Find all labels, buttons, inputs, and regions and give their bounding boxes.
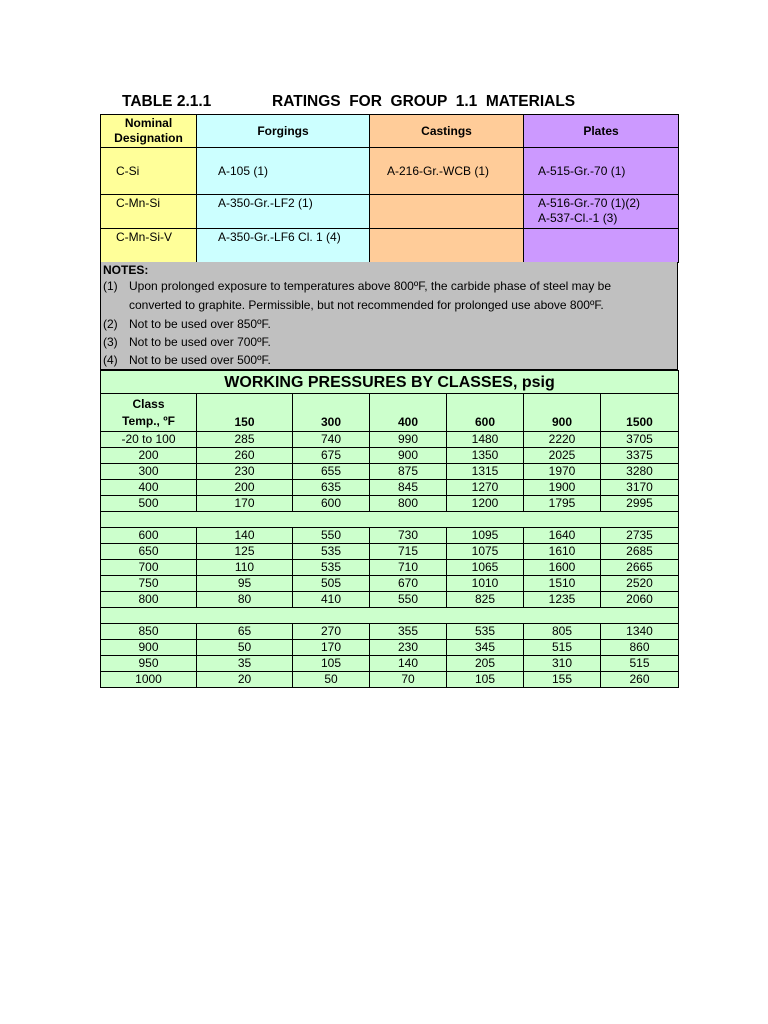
pressure-cell: 3170 bbox=[601, 480, 679, 496]
pressure-cell: 600 bbox=[293, 496, 370, 512]
pressure-cell: 715 bbox=[370, 544, 447, 560]
pressure-cell: 260 bbox=[601, 672, 679, 688]
pressure-cell: 1315 bbox=[447, 464, 524, 480]
material-row bbox=[101, 229, 679, 263]
castings-cell bbox=[370, 229, 524, 263]
pressure-row bbox=[101, 592, 679, 608]
pressure-cell: 1795 bbox=[524, 496, 601, 512]
pressure-cell: 140 bbox=[370, 656, 447, 672]
pressure-cell: 1095 bbox=[447, 528, 524, 544]
pressure-row bbox=[101, 656, 679, 672]
pressure-cell: 670 bbox=[370, 576, 447, 592]
pressure-cell: 105 bbox=[447, 672, 524, 688]
pressure-cell: 20 bbox=[197, 672, 293, 688]
pressure-cell: 1350 bbox=[447, 448, 524, 464]
pressure-cell: 730 bbox=[370, 528, 447, 544]
pressure-cell: 535 bbox=[293, 560, 370, 576]
materials-table bbox=[100, 114, 678, 263]
temp-label: Temp., ºF bbox=[122, 414, 175, 428]
note-item bbox=[103, 335, 271, 349]
note-number: (1) bbox=[103, 279, 118, 293]
pressure-cell: 2025 bbox=[524, 448, 601, 464]
class-header: 1500 bbox=[601, 394, 679, 432]
temperature-cell: 900 bbox=[101, 640, 197, 656]
pressure-cell: 230 bbox=[197, 464, 293, 480]
temperature-cell: 500 bbox=[101, 496, 197, 512]
temperature-cell: 700 bbox=[101, 560, 197, 576]
spacer-cell bbox=[370, 512, 447, 528]
pressure-cell: 3280 bbox=[601, 464, 679, 480]
pressure-cell: 535 bbox=[293, 544, 370, 560]
nominal-header-line2: Designation bbox=[114, 131, 183, 145]
pressure-cell: 805 bbox=[524, 624, 601, 640]
pressure-cell: 35 bbox=[197, 656, 293, 672]
plates-cell bbox=[524, 229, 679, 263]
note-text: Not to be used over 850ºF. bbox=[129, 317, 271, 331]
plates-line: A-537-Cl.-1 (3) bbox=[538, 211, 618, 225]
pressure-cell: 1600 bbox=[524, 560, 601, 576]
note-number: (2) bbox=[103, 317, 118, 331]
pressure-cell: 1200 bbox=[447, 496, 524, 512]
pressure-cell: 310 bbox=[524, 656, 601, 672]
pressure-cell: 95 bbox=[197, 576, 293, 592]
temperature-cell: 750 bbox=[101, 576, 197, 592]
forgings-header: Forgings bbox=[197, 115, 370, 148]
spacer-row bbox=[101, 608, 679, 624]
pressure-cell: 710 bbox=[370, 560, 447, 576]
pressure-cell: 1970 bbox=[524, 464, 601, 480]
class-header: 900 bbox=[524, 394, 601, 432]
pressure-row bbox=[101, 624, 679, 640]
material-row bbox=[101, 195, 679, 229]
pressure-cell: 800 bbox=[370, 496, 447, 512]
pressure-row bbox=[101, 576, 679, 592]
temperature-cell: -20 to 100 bbox=[101, 432, 197, 448]
spacer-cell bbox=[601, 608, 679, 624]
pressure-cell: 2220 bbox=[524, 432, 601, 448]
note-item bbox=[103, 317, 271, 331]
designation-cell: C-Si bbox=[101, 148, 197, 195]
pressure-cell: 1610 bbox=[524, 544, 601, 560]
temperature-cell: 800 bbox=[101, 592, 197, 608]
pressure-row bbox=[101, 640, 679, 656]
plates-header: Plates bbox=[524, 115, 679, 148]
pressure-cell: 355 bbox=[370, 624, 447, 640]
pressure-cell: 260 bbox=[197, 448, 293, 464]
spacer-cell bbox=[447, 608, 524, 624]
pressure-row bbox=[101, 544, 679, 560]
pressure-cell: 50 bbox=[293, 672, 370, 688]
note-number: (4) bbox=[103, 353, 118, 367]
note-text: Not to be used over 500ºF. bbox=[129, 353, 271, 367]
pressure-cell: 2665 bbox=[601, 560, 679, 576]
pressure-cell: 655 bbox=[293, 464, 370, 480]
materials-header-row bbox=[101, 115, 679, 148]
note-continuation: converted to graphite. Permissible, but not recommended for prolonged use above 800ºF. bbox=[129, 298, 604, 312]
pressure-cell: 505 bbox=[293, 576, 370, 592]
pressure-cell: 200 bbox=[197, 480, 293, 496]
pressure-cell: 3375 bbox=[601, 448, 679, 464]
spacer-cell bbox=[447, 512, 524, 528]
pressure-cell: 740 bbox=[293, 432, 370, 448]
pressures-table bbox=[100, 370, 678, 688]
notes-section bbox=[100, 262, 678, 370]
spacer-row bbox=[101, 512, 679, 528]
pressure-cell: 50 bbox=[197, 640, 293, 656]
spacer-cell bbox=[524, 512, 601, 528]
temperature-cell: 600 bbox=[101, 528, 197, 544]
castings-cell bbox=[370, 195, 524, 229]
castings-cell: A-216-Gr.-WCB (1) bbox=[370, 148, 524, 195]
table-title: RATINGS FOR GROUP 1.1 MATERIALS bbox=[272, 93, 576, 110]
pressure-cell: 535 bbox=[447, 624, 524, 640]
pressure-cell: 170 bbox=[293, 640, 370, 656]
pressure-cell: 2685 bbox=[601, 544, 679, 560]
note-item bbox=[103, 353, 271, 367]
note-item bbox=[103, 279, 611, 293]
pressure-cell: 675 bbox=[293, 448, 370, 464]
pressure-cell: 2060 bbox=[601, 592, 679, 608]
temperature-cell: 400 bbox=[101, 480, 197, 496]
pressure-row bbox=[101, 480, 679, 496]
temperature-cell: 300 bbox=[101, 464, 197, 480]
material-row bbox=[101, 148, 679, 195]
spacer-cell bbox=[293, 608, 370, 624]
pressure-cell: 80 bbox=[197, 592, 293, 608]
pressure-row bbox=[101, 528, 679, 544]
pressure-cell: 845 bbox=[370, 480, 447, 496]
pressure-cell: 900 bbox=[370, 448, 447, 464]
pressure-cell: 105 bbox=[293, 656, 370, 672]
pressure-cell: 1270 bbox=[447, 480, 524, 496]
pressure-row bbox=[101, 672, 679, 688]
pressure-cell: 1065 bbox=[447, 560, 524, 576]
table-number: TABLE 2.1.1 bbox=[122, 93, 212, 110]
pressure-cell: 70 bbox=[370, 672, 447, 688]
spacer-cell bbox=[293, 512, 370, 528]
pressures-title: WORKING PRESSURES BY CLASSES, psig bbox=[101, 371, 679, 394]
pressure-cell: 410 bbox=[293, 592, 370, 608]
pressure-cell: 1480 bbox=[447, 432, 524, 448]
notes-title: NOTES: bbox=[103, 263, 149, 277]
pressure-row bbox=[101, 464, 679, 480]
page-title bbox=[122, 92, 682, 112]
temperature-cell: 200 bbox=[101, 448, 197, 464]
pressure-cell: 875 bbox=[370, 464, 447, 480]
forgings-cell: A-105 (1) bbox=[197, 148, 370, 195]
spacer-cell bbox=[197, 608, 293, 624]
nominal-designation-header bbox=[101, 115, 197, 148]
pressure-cell: 515 bbox=[524, 640, 601, 656]
pressure-cell: 230 bbox=[370, 640, 447, 656]
pressure-cell: 550 bbox=[370, 592, 447, 608]
designation-cell: C-Mn-Si bbox=[101, 195, 197, 229]
pressure-row bbox=[101, 448, 679, 464]
pressure-row bbox=[101, 432, 679, 448]
class-header: 600 bbox=[447, 394, 524, 432]
pressure-cell: 2735 bbox=[601, 528, 679, 544]
pressure-cell: 1900 bbox=[524, 480, 601, 496]
pressure-cell: 825 bbox=[447, 592, 524, 608]
pressure-cell: 345 bbox=[447, 640, 524, 656]
pressure-cell: 1510 bbox=[524, 576, 601, 592]
note-text: Upon prolonged exposure to temperatures above 800ºF, the carbide phase of steel may be bbox=[129, 279, 612, 293]
pressure-cell: 2520 bbox=[601, 576, 679, 592]
pressure-cell: 65 bbox=[197, 624, 293, 640]
pressure-cell: 270 bbox=[293, 624, 370, 640]
temperature-cell: 1000 bbox=[101, 672, 197, 688]
pressure-cell: 1340 bbox=[601, 624, 679, 640]
pressure-row bbox=[101, 560, 679, 576]
spacer-cell bbox=[197, 512, 293, 528]
pressure-cell: 140 bbox=[197, 528, 293, 544]
class-temp-header bbox=[101, 394, 197, 432]
class-header: 400 bbox=[370, 394, 447, 432]
pressure-cell: 860 bbox=[601, 640, 679, 656]
pressure-row bbox=[101, 496, 679, 512]
pressure-cell: 515 bbox=[601, 656, 679, 672]
pressure-cell: 1075 bbox=[447, 544, 524, 560]
spacer-cell bbox=[101, 608, 197, 624]
castings-header: Castings bbox=[370, 115, 524, 148]
class-header: 150 bbox=[197, 394, 293, 432]
spacer-cell bbox=[370, 608, 447, 624]
plates-cell: A-515-Gr.-70 (1) bbox=[524, 148, 679, 195]
class-header: 300 bbox=[293, 394, 370, 432]
pressures-header-row bbox=[101, 394, 679, 432]
temperature-cell: 650 bbox=[101, 544, 197, 560]
spacer-cell bbox=[524, 608, 601, 624]
pressure-cell: 110 bbox=[197, 560, 293, 576]
pressure-cell: 1010 bbox=[447, 576, 524, 592]
spacer-cell bbox=[101, 512, 197, 528]
nominal-header-line1: Nominal bbox=[124, 116, 173, 130]
temperature-cell: 950 bbox=[101, 656, 197, 672]
forgings-cell: A-350-Gr.-LF2 (1) bbox=[197, 195, 370, 229]
note-text: Not to be used over 700ºF. bbox=[129, 335, 271, 349]
plates-line: A-516-Gr.-70 (1)(2) bbox=[538, 196, 641, 210]
designation-cell: C-Mn-Si-V bbox=[101, 229, 197, 263]
plates-cell bbox=[524, 195, 679, 229]
pressure-cell: 990 bbox=[370, 432, 447, 448]
forgings-cell: A-350-Gr.-LF6 Cl. 1 (4) bbox=[197, 229, 370, 263]
pressure-cell: 170 bbox=[197, 496, 293, 512]
note-number: (3) bbox=[103, 335, 118, 349]
pressure-cell: 205 bbox=[447, 656, 524, 672]
pressure-cell: 285 bbox=[197, 432, 293, 448]
pressure-cell: 1235 bbox=[524, 592, 601, 608]
temperature-cell: 850 bbox=[101, 624, 197, 640]
pressure-cell: 550 bbox=[293, 528, 370, 544]
pressures-title-row bbox=[101, 371, 679, 394]
spacer-cell bbox=[601, 512, 679, 528]
class-label: Class bbox=[132, 397, 165, 411]
pressure-cell: 1640 bbox=[524, 528, 601, 544]
pressure-cell: 635 bbox=[293, 480, 370, 496]
pressure-cell: 2995 bbox=[601, 496, 679, 512]
pressure-cell: 155 bbox=[524, 672, 601, 688]
pressure-cell: 3705 bbox=[601, 432, 679, 448]
pressure-cell: 125 bbox=[197, 544, 293, 560]
